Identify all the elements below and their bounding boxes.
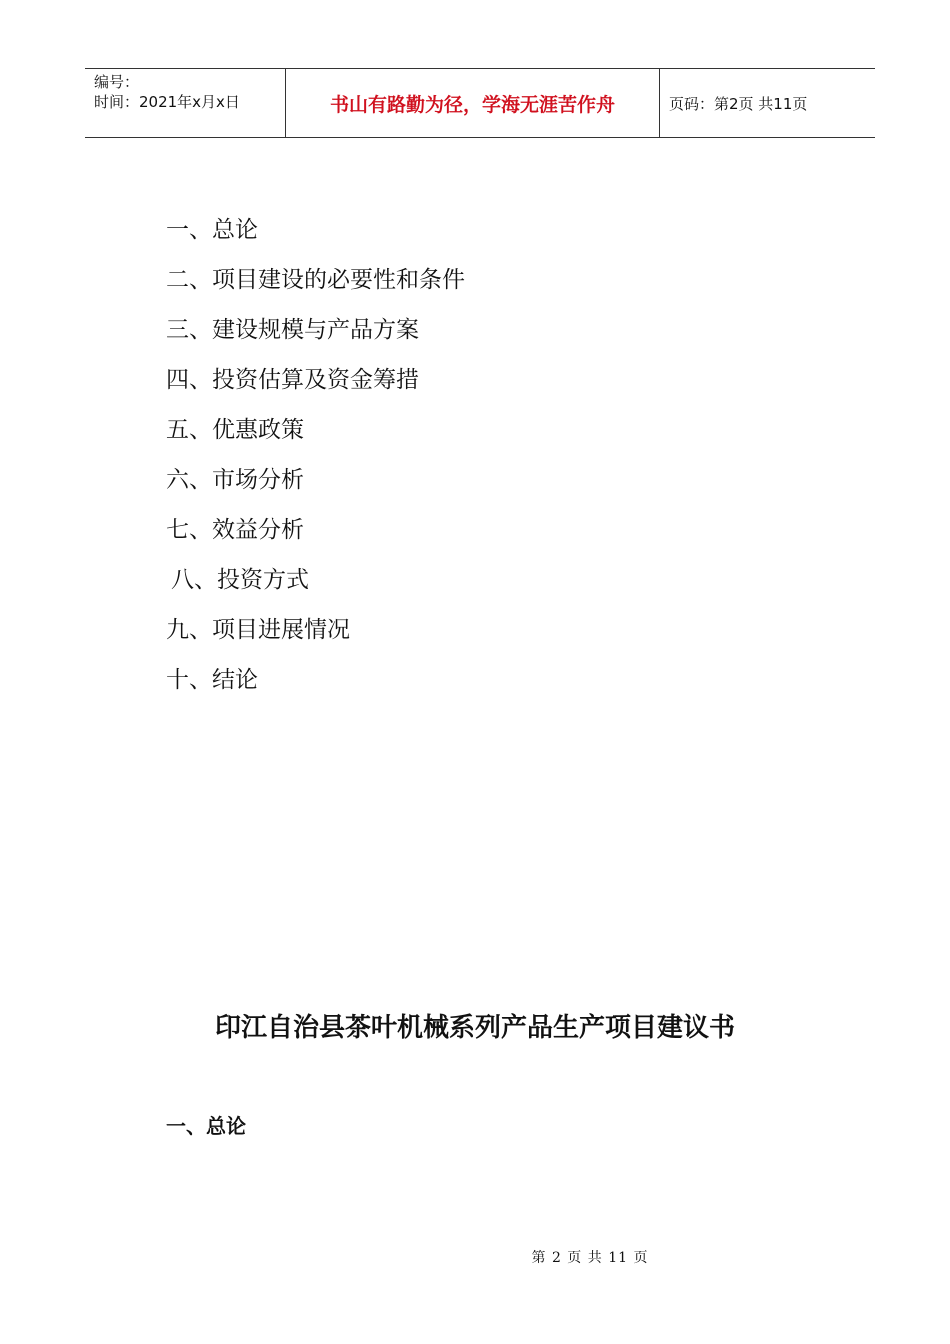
toc-item: 四、投资估算及资金筹措 (166, 367, 419, 393)
header-motto: 书山有路勤为径，学海无涯苦作舟 (286, 69, 660, 137)
toc-item: 一、总论 (166, 217, 258, 243)
toc-item: 六、市场分析 (166, 467, 304, 493)
toc-item: 八、投资方式 (171, 567, 309, 593)
date-line: 时间：2021年x月x日 (94, 93, 240, 111)
toc-item: 九、项目进展情况 (166, 617, 350, 643)
toc-item: 十、结论 (166, 667, 258, 693)
header-page-info: 页码：第2页 共11页 (669, 94, 808, 113)
header-meta (85, 69, 286, 137)
toc-item: 三、建设规模与产品方案 (166, 317, 419, 343)
toc-item: 七、效益分析 (166, 517, 304, 543)
page-header (85, 68, 875, 138)
toc-item: 二、项目建设的必要性和条件 (166, 267, 465, 293)
toc-item: 五、优惠政策 (166, 417, 304, 443)
number-label: 编号： (94, 73, 140, 91)
page-footer: 第 2 页 共 11 页 (531, 1250, 649, 1266)
document-title: 印江自治县茶叶机械系列产品生产项目建议书 (214, 1013, 735, 1043)
table-of-contents (166, 212, 465, 712)
section-heading: 一、总论 (166, 1114, 246, 1138)
